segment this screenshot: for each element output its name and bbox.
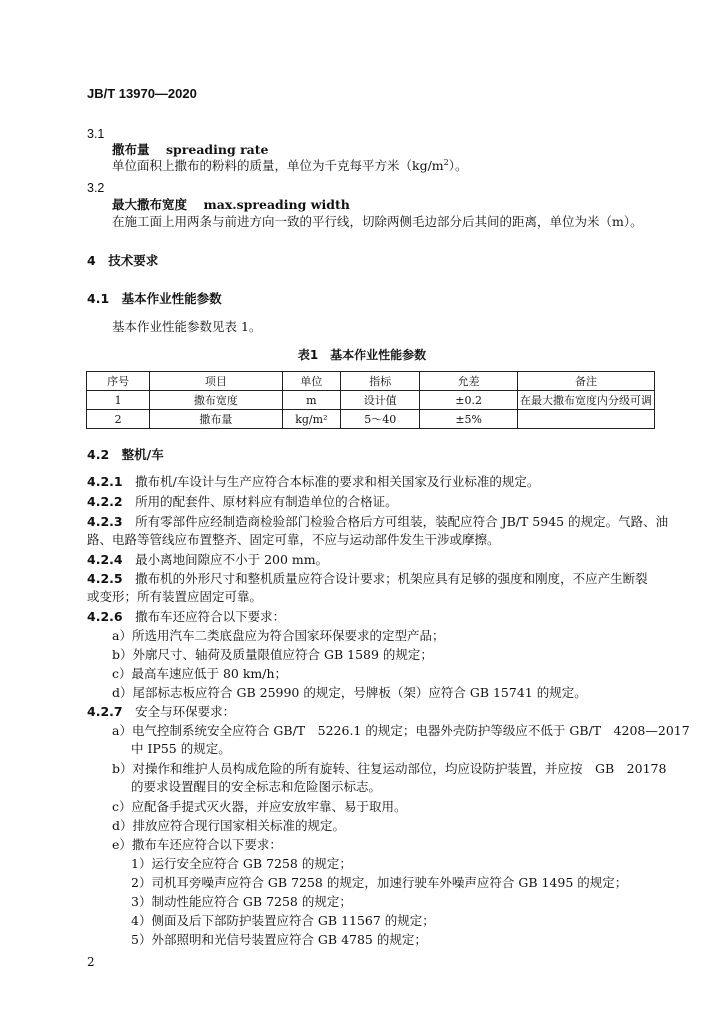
term-en: max.spreading width: [203, 197, 350, 212]
list-item: a）电气控制系统安全应符合 GB/T 5226.1 的规定；电器外壳防护等级应不低于 GB/T 4208—2017: [112, 723, 690, 738]
definition-text-end: ）。: [448, 158, 468, 173]
clause-text: 撒布车还应符合以下要求：: [135, 609, 286, 624]
subsection-title: 基本作业性能参数: [121, 291, 222, 306]
subsection-heading: [87, 447, 164, 463]
clause-4-2-5: [87, 571, 648, 587]
clause-text: 安全与环保要求：: [135, 704, 236, 719]
subsection-title: 整机/车: [121, 447, 164, 462]
table-cell: 在最大撒布宽度内分级可调: [518, 391, 655, 410]
clause-number: 4.2.3: [87, 514, 123, 529]
superscript: 2: [443, 157, 449, 167]
table-header-cell: 备注: [518, 372, 655, 391]
table-caption: 表1 基本作业性能参数: [297, 348, 427, 362]
table-header-cell: 序号: [87, 372, 150, 391]
term-en: spreading rate: [166, 142, 269, 157]
table-cell: 2: [87, 410, 150, 429]
list-item: d）排放应符合现行国家相关标准的规定。: [112, 818, 346, 833]
list-item: b）外廓尺寸、轴荷及质量限值应符合 GB 1589 的规定；: [112, 647, 433, 662]
table-cell: ±5%: [420, 410, 518, 429]
table-header-cell: 单位: [282, 372, 341, 391]
table-cell: m: [282, 391, 341, 410]
list-item-continuation: 中 IP55 的规定。: [131, 741, 231, 756]
clause-4-2-4: [87, 552, 328, 568]
paragraph: 基本作业性能参数见表 1。: [112, 319, 262, 334]
subsection-number: 4.1: [87, 291, 110, 306]
term-heading: [112, 197, 350, 213]
section-number: 4: [87, 253, 96, 268]
table-cell: 1: [87, 391, 150, 410]
definition-text-main: 单位面积上撒布的粉料的质量，单位为千克每平方米（kg/m: [112, 158, 444, 173]
subsection-heading: [87, 291, 222, 307]
table-cell: 设计值: [341, 391, 420, 410]
definition-text: 在施工面上用两条与前进方向一致的平行线，切除两侧毛边部分后其间的距离，单位为米（m）。: [112, 214, 643, 229]
table-header-row: [87, 372, 655, 391]
table-cell: kg/m²: [282, 410, 341, 429]
table-cell: 5～40: [341, 410, 420, 429]
clause-text: 最小离地间隙应不小于 200 mm。: [135, 552, 329, 567]
document-number: JB/T 13970—2020: [87, 86, 197, 101]
clause-continuation: 或变形；所有装置应固定可靠。: [87, 589, 263, 604]
clause-continuation: 路、电路等管线应布置整齐、固定可靠，不应与运动部件发生干涉或摩擦。: [87, 532, 500, 547]
sub-list-item: 3）制动性能应符合 GB 7258 的规定；: [131, 894, 352, 909]
clause-number: 4.2.5: [87, 571, 123, 586]
list-item: c）应配备手提式灭火器，并应安放牢靠、易于取用。: [112, 799, 407, 814]
definition-text: [112, 158, 468, 174]
parameters-table: [86, 371, 655, 429]
clause-text: 所用的配套件、原材料应有制造单位的合格证。: [135, 494, 398, 509]
sub-list-item: 4）侧面及后下部防护装置应符合 GB 11567 的规定；: [131, 913, 435, 928]
clause-number: 4.2.6: [87, 609, 123, 624]
list-item-continuation: 的要求设置醒目的安全标志和危险图示标志。: [131, 779, 382, 794]
subsection-number: 4.2: [87, 447, 110, 462]
term-cn: 撒布量: [112, 142, 150, 157]
clause-number: 3.1: [87, 127, 105, 141]
table-row: [87, 391, 655, 410]
table-cell: ±0.2: [420, 391, 518, 410]
list-item: d）尾部标志板应符合 GB 25990 的规定，号牌板（架）应符合 GB 15741 的规定。: [112, 685, 587, 700]
clause-number: 4.2.4: [87, 552, 123, 567]
table-header-cell: 指标: [341, 372, 420, 391]
table-cell: [518, 410, 655, 429]
clause-number: 4.2.7: [87, 704, 123, 719]
list-item: a）所选用汽车二类底盘应为符合国家环保要求的定型产品；: [112, 628, 445, 643]
sub-list-item: 5）外部照明和光信号装置应符合 GB 4785 的规定；: [131, 932, 427, 947]
clause-4-2-1: [87, 474, 539, 490]
clause-4-2-3: [87, 514, 668, 530]
table-header-cell: 项目: [150, 372, 282, 391]
clause-number: 4.2.2: [87, 494, 123, 509]
sub-list-item: 1）运行安全应符合 GB 7258 的规定；: [131, 856, 352, 871]
clause-text: 撒布机/车设计与生产应符合本标准的要求和相关国家及行业标准的规定。: [135, 474, 540, 489]
table-header-cell: 允差: [420, 372, 518, 391]
list-item: e）撒布车还应符合以下要求：: [112, 837, 282, 852]
clause-number: 4.2.1: [87, 474, 123, 489]
table-row: [87, 410, 655, 429]
clause-text: 撒布机的外形尺寸和整机质量应符合设计要求；机架应具有足够的强度和刚度，不应产生断裂: [135, 571, 648, 586]
term-heading: [112, 142, 269, 158]
clause-4-2-6: [87, 609, 285, 625]
clause-4-2-2: [87, 494, 398, 510]
table-cell: 撒布宽度: [150, 391, 282, 410]
term-cn: 最大撒布宽度: [112, 197, 188, 212]
sub-list-item: 2）司机耳旁噪声应符合 GB 7258 的规定，加速行驶车外噪声应符合 GB 1495 的规定；: [131, 875, 628, 890]
section-title: 技术要求: [108, 253, 159, 268]
table-cell: 撒布量: [150, 410, 282, 429]
clause-4-2-7: [87, 704, 235, 720]
clause-text: 所有零部件应经制造商检验部门检验合格后方可组装，装配应符合 JB/T 5945 的规定。气路、油: [135, 514, 669, 529]
clause-number: 3.2: [87, 181, 105, 195]
section-heading: [87, 253, 158, 269]
list-item: c）最高车速应低于 80 km/h；: [112, 666, 288, 681]
list-item: b）对操作和维护人员构成危险的所有旋转、往复运动部位，均应设防护装置，并应按 GB 20178: [112, 761, 667, 776]
page-number: 2: [87, 955, 95, 969]
